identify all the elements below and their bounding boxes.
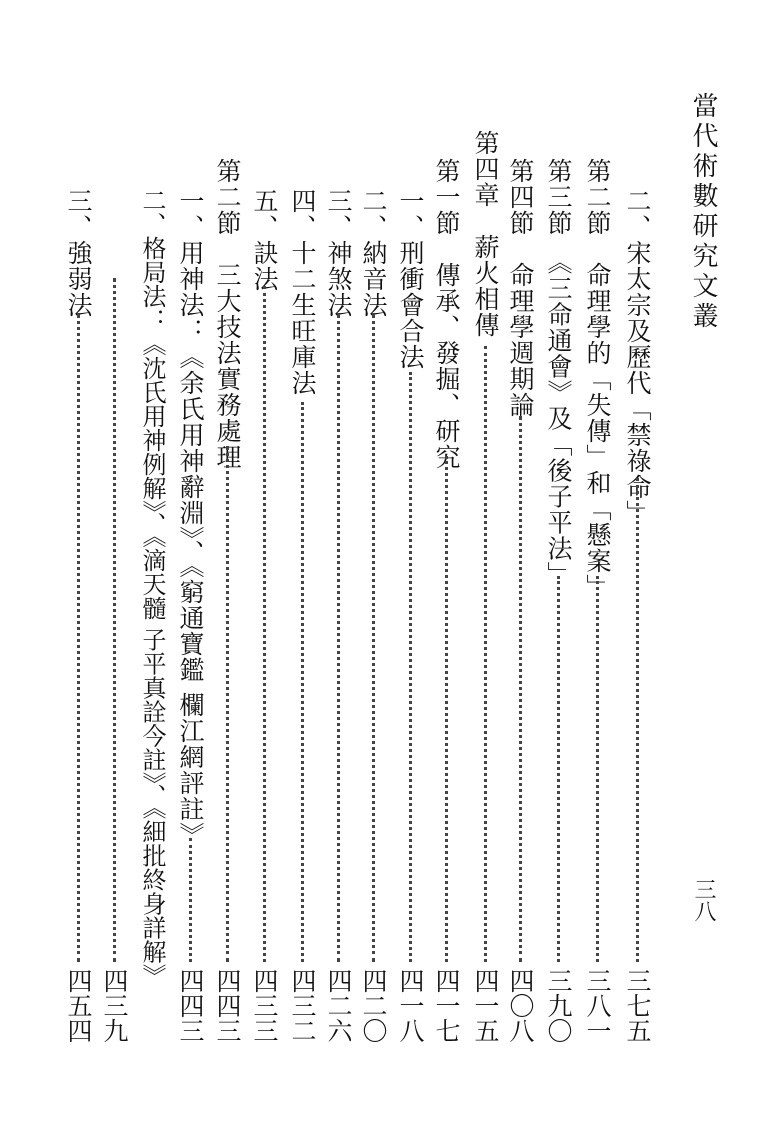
toc-entry-leader xyxy=(189,838,192,962)
toc-entry-page: 四一五 xyxy=(471,968,500,1043)
toc-entry-label: 第二節 命理學的「失傳」和「懸案」 xyxy=(583,158,612,600)
toc-entry-leader xyxy=(113,278,116,962)
toc-entry-leader xyxy=(77,314,80,962)
toc-entry xyxy=(282,0,322,1127)
toc-entry xyxy=(318,0,358,1127)
toc-entry-label: 第四章 薪火相傳 xyxy=(471,130,500,338)
toc-entry-label: 二、格局法：《沈氏用神例解》、《滴天髓 子平真詮今註》、《細批終身詳解》 xyxy=(138,188,166,988)
toc-entry-label: 一、用神法：《余氏用神辭淵》、《窮通寶鑑 欄江網評註》 xyxy=(176,188,205,848)
toc-entry-page: 四二〇 xyxy=(359,968,388,1043)
toc-entry-label: 二、納音法 xyxy=(359,188,388,318)
toc-entry xyxy=(58,0,98,1127)
toc-entry-label: 第一節 傳承、發掘、研究 xyxy=(432,158,461,470)
page-number: 三八 xyxy=(691,878,716,922)
toc-entry-page: 四三三 xyxy=(250,968,279,1043)
toc-entry-page: 三八一 xyxy=(583,968,612,1043)
toc-entry-leader xyxy=(301,402,304,962)
toc-entry xyxy=(353,0,393,1127)
toc-entry-page: 四〇八 xyxy=(506,968,535,1043)
toc-entry-leader xyxy=(409,372,412,962)
toc-entry-page: 四一七 xyxy=(432,968,461,1043)
toc-entry xyxy=(244,0,284,1127)
toc-entry xyxy=(577,0,617,1127)
toc-entry xyxy=(617,0,657,1127)
toc-entry xyxy=(207,0,247,1127)
toc-entry-label: 三、神煞法 xyxy=(324,188,353,318)
toc-entry-label: 第四節 命理學週期論 xyxy=(506,158,535,418)
toc-entry-leader xyxy=(596,576,599,962)
toc-entry xyxy=(465,0,505,1127)
toc-entry-leader xyxy=(519,416,522,962)
toc-entry xyxy=(426,0,466,1127)
toc-entry-label: 四、十二生旺庫法 xyxy=(288,188,317,396)
toc-entry-label: 三、強弱法 xyxy=(64,188,93,318)
toc-entry-label: 二、宋太宗及歷代「禁祿命」 xyxy=(623,188,652,526)
toc-entry-label: 第三節 《三命通會》及「後子平法」 xyxy=(544,158,573,588)
toc-entry-leader xyxy=(557,576,560,962)
toc-entry xyxy=(132,0,172,1127)
series-title: 當代術數研究文叢 xyxy=(688,92,718,332)
toc-entry-label: 五、訣法 xyxy=(250,188,279,292)
toc-entry-leader xyxy=(337,314,340,962)
toc-entry-page: 四三九 xyxy=(100,968,129,1043)
toc-entry-page: 四四三 xyxy=(213,968,242,1043)
toc-entry-leader xyxy=(263,286,266,962)
toc-entry-page: 四三二 xyxy=(288,968,317,1043)
toc-entry-page: 三七五 xyxy=(623,968,652,1043)
toc-entry-continuation xyxy=(94,0,134,1127)
toc-entry-label: 一、刑衝會合法 xyxy=(396,188,425,370)
toc-entry-leader xyxy=(372,314,375,962)
toc-entry-page: 四五四 xyxy=(64,968,93,1043)
toc-entry-page: 四二六 xyxy=(324,968,353,1043)
toc-entry-leader xyxy=(636,478,639,962)
toc-entry-page: 三九〇 xyxy=(544,968,573,1043)
toc-entry xyxy=(538,0,578,1127)
toc-entry-page: 四一八 xyxy=(396,968,425,1043)
toc-entry-leader xyxy=(226,446,229,962)
toc-entry-page: 四四三 xyxy=(176,968,205,1043)
toc-entry xyxy=(170,0,210,1127)
toc-entry xyxy=(390,0,430,1127)
toc-entry-label: 第二節 三大技法實務處理 xyxy=(213,158,242,470)
toc-entry xyxy=(500,0,540,1127)
toc-entry-leader xyxy=(484,346,487,962)
toc-entry-leader xyxy=(445,456,448,962)
